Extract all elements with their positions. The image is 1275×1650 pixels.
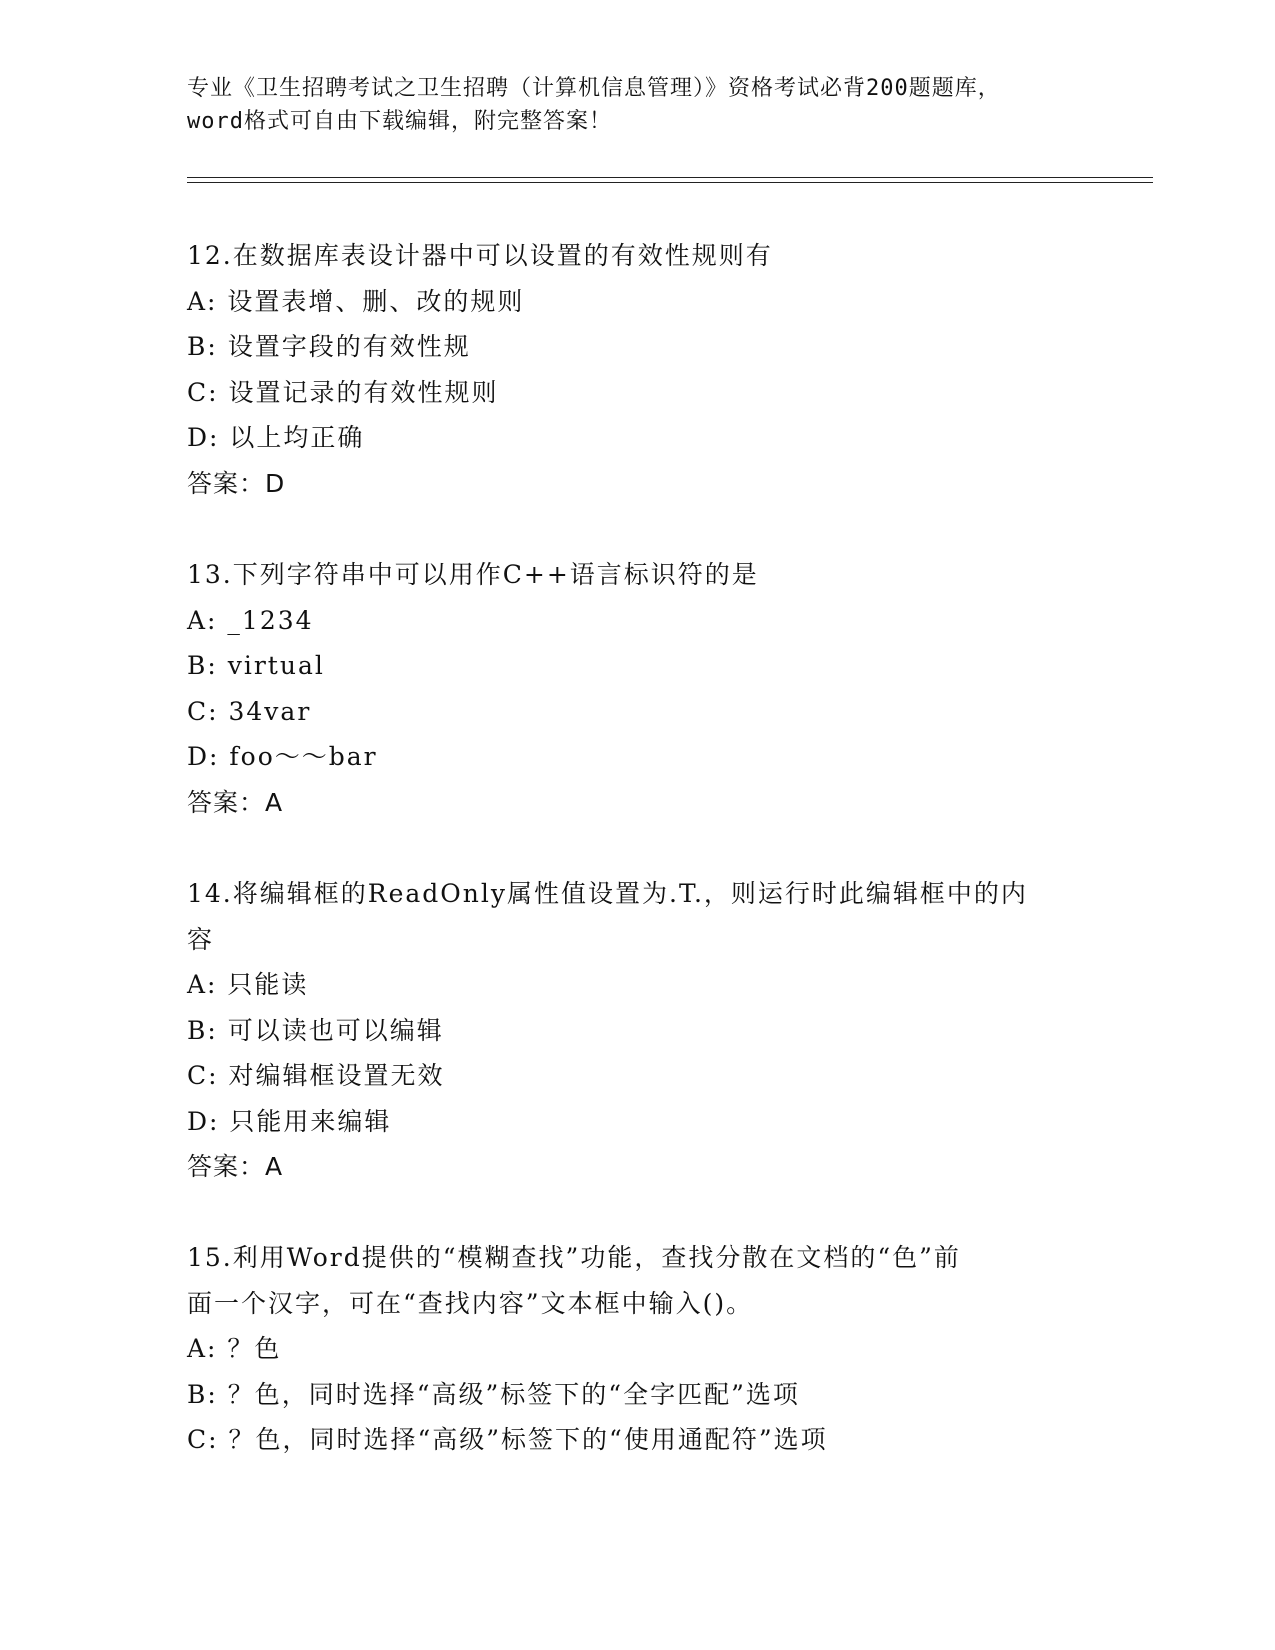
option-c: C: ？色，同时选择“高级”标签下的“使用通配符”选项 (187, 1425, 828, 1454)
question-14 (187, 871, 1087, 1190)
question-text: 15.利用Word提供的“模糊查找”功能，查找分散在文档的“色”前 (187, 1243, 961, 1272)
question-text: 13.下列字符串中可以用作C++语言标识符的是 (187, 560, 759, 589)
option-b: B: 设置字段的有效性规 (187, 332, 471, 361)
option-b: B: 可以读也可以编辑 (187, 1015, 444, 1045)
question-15 (187, 1235, 1087, 1463)
option-c: C: 34var (187, 696, 312, 726)
header-line-1: 专业《卫生招聘考试之卫生招聘（计算机信息管理）》资格考试必背200题题库， (187, 76, 1001, 101)
option-a: A: 只能读 (187, 970, 309, 999)
header-divider-bottom (187, 182, 1153, 183)
option-d: D: 只能用来编辑 (187, 1106, 392, 1136)
question-text: 14.将编辑框的ReadOnly属性值设置为.T.，则运行时此编辑框中的内 (187, 879, 1028, 908)
question-text: 12.在数据库表设计器中可以设置的有效性规则有 (187, 241, 773, 270)
option-c: C: 对编辑框设置无效 (187, 1061, 445, 1090)
question-text-continued: 容 (187, 924, 215, 954)
header-line-2: word格式可自由下载编辑，附完整答案！ (187, 109, 612, 134)
answer: 答案：D (187, 468, 286, 498)
answer: 答案：A (187, 787, 284, 817)
header-divider-top (187, 177, 1153, 178)
option-d: D: 以上均正确 (187, 423, 365, 452)
answer: 答案：A (187, 1152, 284, 1181)
option-a: A: ？色 (187, 1334, 282, 1363)
option-c: C: 设置记录的有效性规则 (187, 377, 499, 407)
question-text-continued: 面一个汉字，可在“查找内容”文本框中输入()。 (187, 1288, 754, 1318)
option-b: B: virtual (187, 651, 325, 680)
option-b: B: ？色，同时选择“高级”标签下的“全字匹配”选项 (187, 1379, 800, 1409)
option-a: A: _1234 (187, 605, 314, 635)
option-d: D: foo～～bar (187, 742, 378, 771)
question-13 (187, 552, 1087, 825)
option-a: A: 设置表增、删、改的规则 (187, 286, 525, 316)
question-12 (187, 233, 1087, 506)
document-header (187, 72, 1087, 138)
